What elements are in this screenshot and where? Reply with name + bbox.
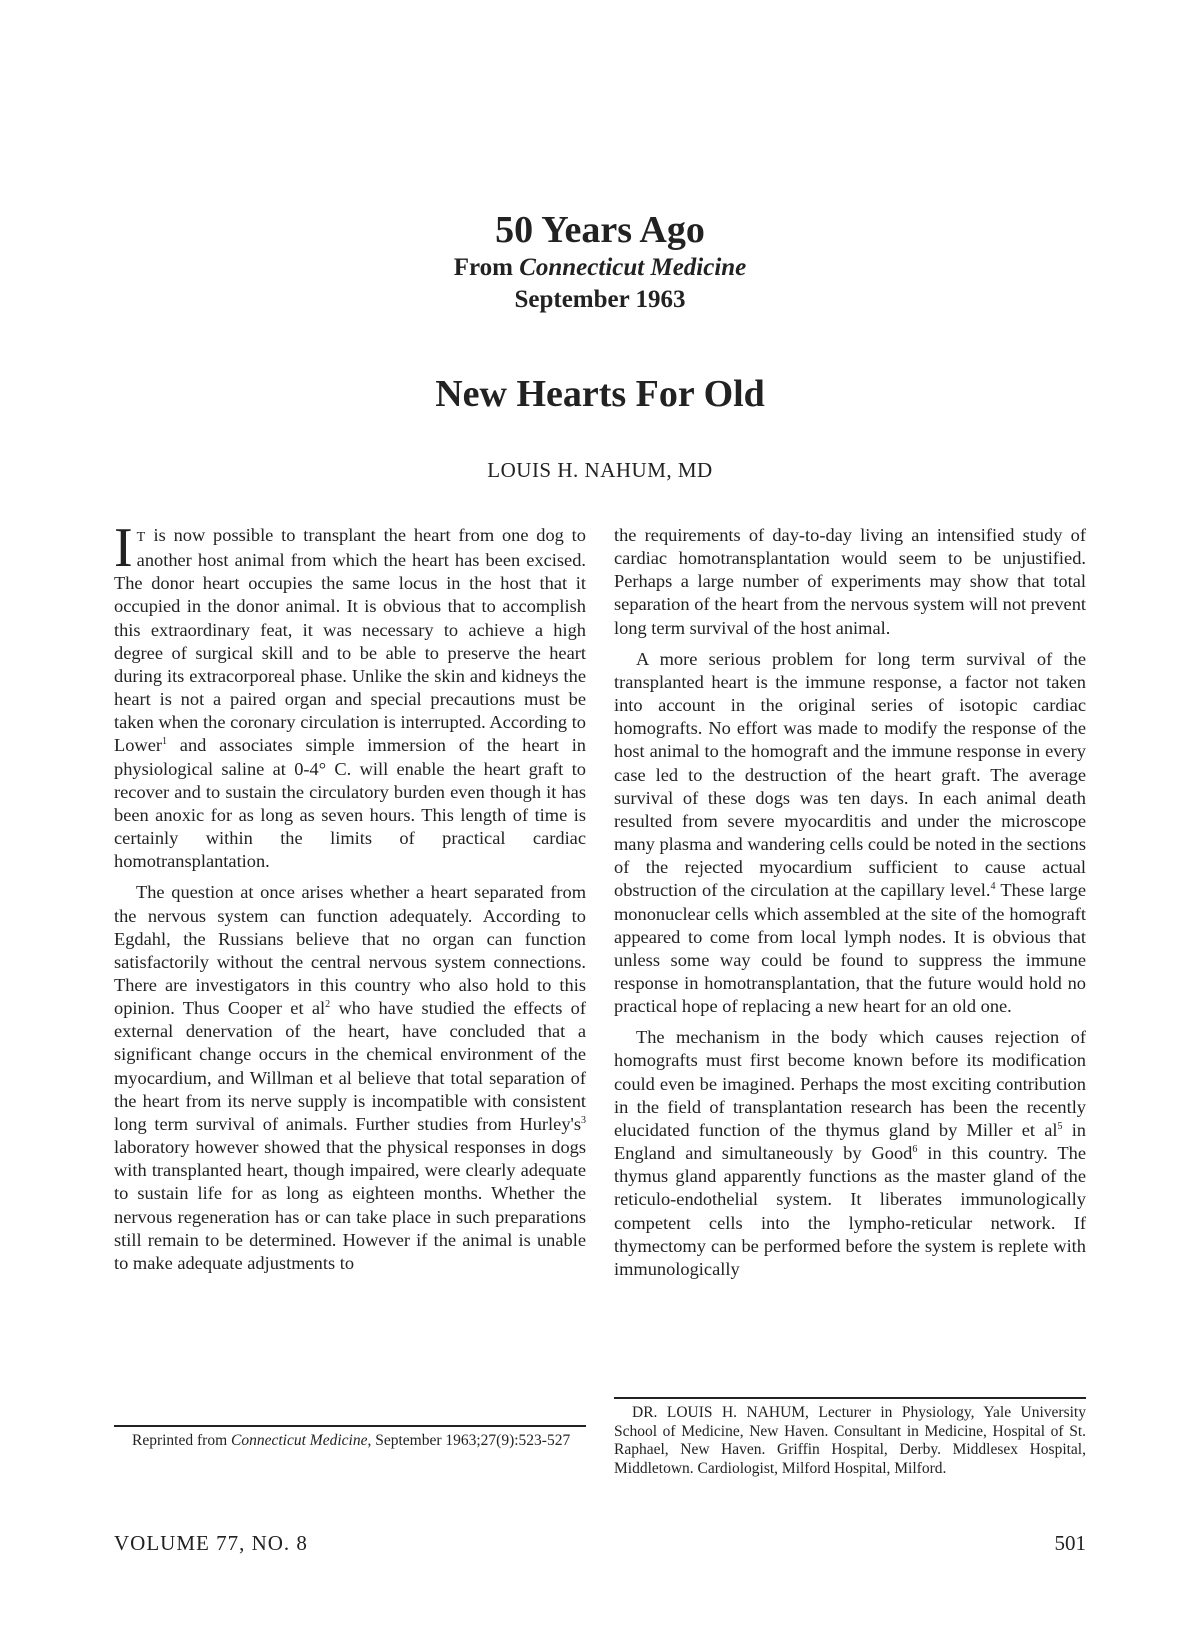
reference-marker-6: 6 xyxy=(912,1143,918,1155)
paragraph-2-text-b: who have studied the effects of external denervation of the heart, have concluded that a significant change occurs in the chemical environment of the myocardium, and Willman et al believe that total separation of the heart from its nerve supply is incompatible with consistent long term survival of animals. Further studies from Hurley's xyxy=(114,998,586,1134)
reference-marker-3: 3 xyxy=(581,1114,586,1126)
reprint-journal: Connecticut Medicine xyxy=(231,1432,368,1449)
page-header xyxy=(0,208,1200,316)
section-source-line xyxy=(0,252,1200,284)
source-journal: Connecticut Medicine xyxy=(519,254,747,281)
reprint-citation: , September 1963;27(9):523-527 xyxy=(367,1432,571,1449)
footnote-divider-left xyxy=(114,1425,586,1427)
body-column-right xyxy=(614,524,1086,1289)
paragraph-1-text: is now possible to transplant the heart from one dog to another host animal from which the heart has been excised. The donor heart occupies the same locus in the host that it occupied in the donor animal. It is obvious that to accomplish this extraordinary feat, it was necessary to achieve a high degree of surgical skill and to be able to preserve the heart during its extracorporeal phase. Unlike the skin and kidneys the heart is not a paired organ and special precautions must be taken when the coronary circulation is interrupted. According to Lower xyxy=(114,525,586,756)
reprint-prefix: Reprinted from xyxy=(132,1432,232,1449)
paragraph-2 xyxy=(114,881,586,1275)
paragraph-5-text-c: in this country. The thymus gland apparently functions as the master gland of the reticulo-endothelial system. It liberates immunologically competent cells into the lympho-reticular network. If thymectomy can be performed before the system is replete with immunologically xyxy=(614,1143,1086,1279)
paragraph-1-text-end: and associates simple immersion of the heart in physiological saline at 0-4° C. will enable the heart graft to recover and to sustain the circulatory burden even though it has been anoxic for as long as seven hours. This length of time is certainly within the limits of practical cardiac homotransplantation. xyxy=(114,735,586,872)
reprint-footnote xyxy=(114,1432,586,1451)
smallcaps-lead: T xyxy=(136,530,146,545)
paragraph-4-text-b: These large mononuclear cells which assembled at the site of the homograft appeared to come from local lymph nodes. It is obvious that unless some way could be found to suppress the immune response in homotransplantation, that the future would hold no practical hope of replacing a new heart for an old one. xyxy=(614,880,1087,1017)
article-author: LOUIS H. NAHUM, MD xyxy=(487,458,713,482)
volume-issue: VOLUME 77, NO. 8 xyxy=(114,1531,308,1555)
body-column-left xyxy=(114,517,586,1283)
paragraph-5-text-b: in England and simultaneously by Good xyxy=(614,1119,1087,1164)
footnote-divider-right xyxy=(614,1397,1086,1399)
paragraph-2-text-c: laboratory however showed that the physical responses in dogs with transplanted heart, though impaired, were clearly adequate to sustain life for as long as eighteen months. Whether the nervous regeneration has or can take place in such preparations still remain to be determined. However if the animal is unable to make adequate adjustments to xyxy=(114,1137,586,1273)
paragraph-5 xyxy=(614,1026,1086,1281)
author-affiliation-footnote: DR. LOUIS H. NAHUM, Lecturer in Physiology, Yale University School of Medicine, New Haven. Consultant in Medicine, Hospital of St. Raphael, New Haven. Griffin Hospital, Derby. Middlesex Hospital, Middletown. Cardiologist, Milford Hospital, Milford. xyxy=(614,1404,1086,1477)
paragraph-2-text-a: The question at once arises whether a heart separated from the nervous system can function adequately. According to Egdahl, the Russians believe that no organ can function satisfactorily without the central nervous system connections. There are investigators in this country who also hold to this opinion. Thus Cooper et al xyxy=(114,882,586,1019)
paragraph-1 xyxy=(114,517,586,873)
paragraph-4 xyxy=(614,648,1086,1019)
page-number: 501 xyxy=(1054,1531,1086,1555)
reference-marker-4: 4 xyxy=(990,881,996,893)
section-kicker-title: 50 Years Ago xyxy=(495,209,705,251)
paragraph-5-text-a: The mechanism in the body which causes rejection of homografts must first become known before its modification could even be imagined. Perhaps the most exciting contribution in the field of transplantation research has been the recently elucidated function of the thymus gland by Miller et al xyxy=(614,1027,1086,1140)
paragraph-3: the requirements of day-to-day living an intensified study of cardiac homotransplantation would seem to be unjustified. Perhaps a large number of experiments may show that total separation of the heart from the nervous system will not prevent long term survival of the host animal. xyxy=(614,525,1086,638)
source-prefix: From xyxy=(453,254,520,281)
reference-marker-5: 5 xyxy=(1057,1120,1063,1132)
reference-marker-2: 2 xyxy=(325,999,331,1010)
article-title: New Hearts For Old xyxy=(435,373,765,415)
reference-marker-1: 1 xyxy=(162,736,167,748)
drop-cap: I xyxy=(114,517,133,579)
section-date: September 1963 xyxy=(514,286,686,313)
paragraph-4-text-a: A more serious problem for long term survival of the transplanted heart is the immune response, a factor not taken into account in the original series of isotopic cardiac homografts. No effort was made to modify the response of the host animal to the homograft and the immune response in every case led to the destruction of the heart graft. The average survival of these dogs was ten days. In each animal death resulted from severe myocarditis and under the microscope many plasma and wandering cells could be noted in the sections of the rejected myocardium sufficient to cause actual obstruction of the circulation at the capillary level. xyxy=(614,648,1086,901)
